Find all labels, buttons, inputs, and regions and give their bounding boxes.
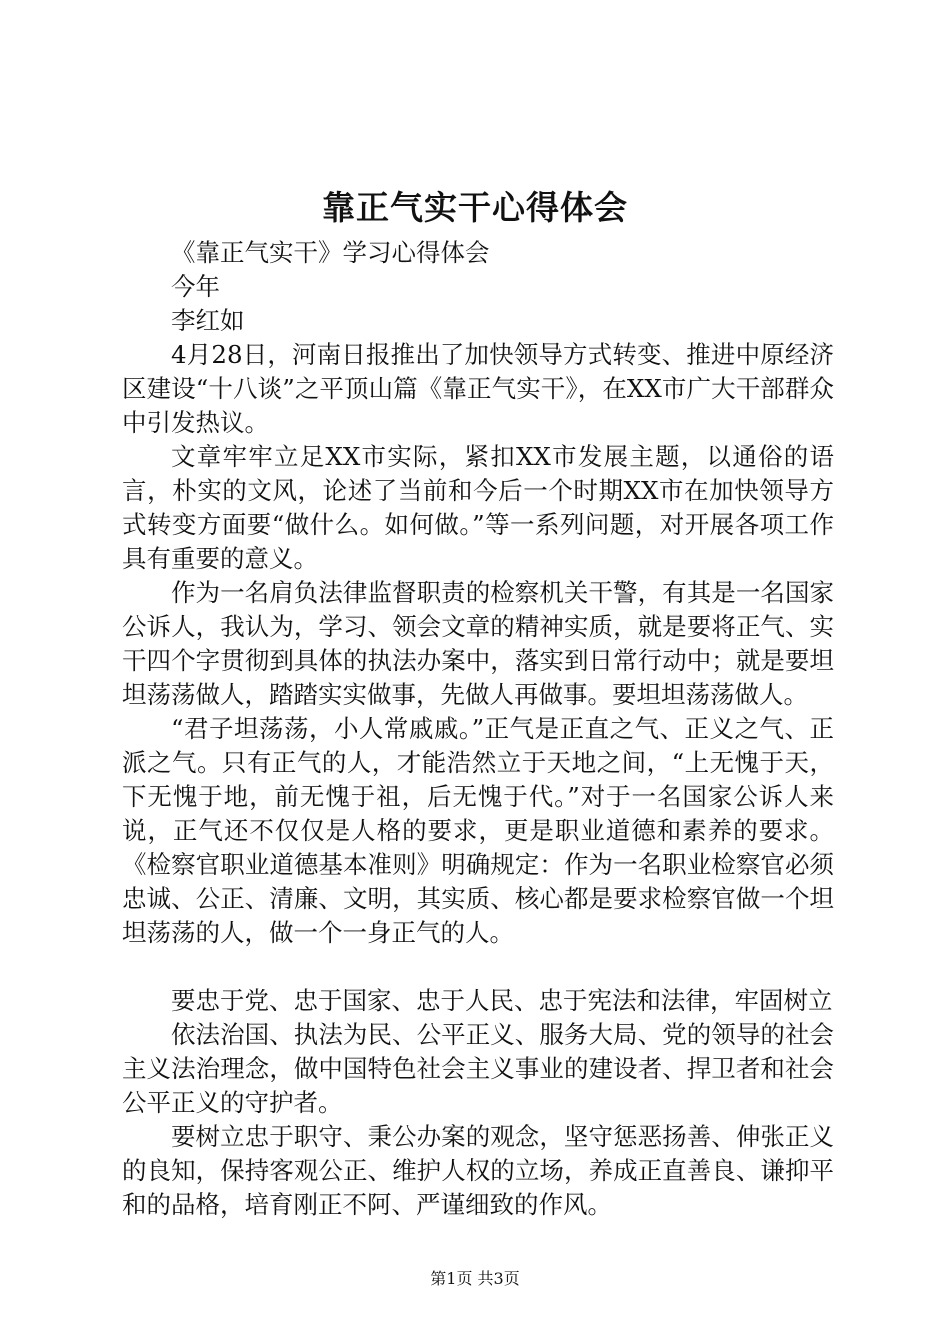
paragraph: 作为一名肩负法律监督职责的检察机关干警，有其是一名国家公诉人，我认为，学习、领会文章的精神实质，就是要将正气、实干四个字贯彻到具体的执法办案中，落实到日常行动中；就是要坦坦荡荡做人，踏踏实实做事，先做人再做事。要坦坦荡荡做人。 <box>122 578 834 709</box>
paragraph-subtitle: 《靠正气实干》学习心得体会 <box>171 238 490 267</box>
paragraph: 文章牢牢立足XX市实际，紧扣XX市发展主题，以通俗的语言，朴实的文风，论述了当前和今后一个时期XX市在加快领导方式转变方面要“做什么。如何做。”等一系列问题，对开展各项工作具有重要的意义。 <box>122 442 834 573</box>
document-title: 靠正气实干心得体会 <box>322 188 628 227</box>
paragraph: 4月28日，河南日报推出了加快领导方式转变、推进中原经济区建设“十八谈”之平顶山篇《靠正气实干》，在XX市广大干部群众中引发热议。 <box>122 340 834 437</box>
paragraph: 依法治国、执法为民、公平正义、服务大局、党的领导的社会主义法治理念，做中国特色社会主义事业的建设者、捍卫者和社会公平正义的守护者。 <box>122 1020 834 1117</box>
paragraph: “君子坦荡荡，小人常戚戚。”正气是正直之气、正义之气、正派之气。只有正气的人，才能浩然立于天地之间，“上无愧于天，下无愧于地，前无愧于祖，后无愧于代。”对于一名国家公诉人来说，正气还不仅仅是人格的要求，更是职业道德和素养的要求。《检察官职业道德基本准则》明确规定：作为一名职业检察官必须忠诚、公正、清廉、文明，其实质、核心都是要求检察官做一个坦坦荡荡的人，做一个一身正气的人。 <box>122 714 834 947</box>
paragraph-year: 今年 <box>171 272 220 301</box>
document-body <box>122 236 834 1222</box>
page-footer: 第1页 共3页 <box>430 1269 520 1288</box>
paragraph: 要树立忠于职守、秉公办案的观念，坚守惩恶扬善、伸张正义的良知，保持客观公正、维护人权的立场，养成正直善良、谦抑平和的品格，培育刚正不阿、严谨细致的作风。 <box>122 1122 834 1219</box>
paragraph: 要忠于党、忠于国家、忠于人民、忠于宪法和法律，牢固树立 <box>171 986 833 1015</box>
paragraph-author: 李红如 <box>171 306 245 335</box>
